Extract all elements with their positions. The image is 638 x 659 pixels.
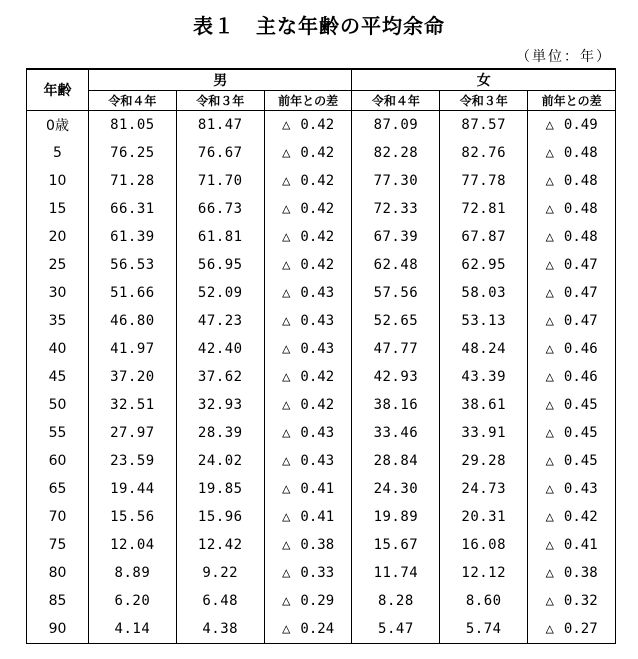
age-cell: 45 bbox=[27, 363, 89, 391]
diff-value: 0.38 bbox=[300, 537, 335, 553]
decrease-triangle-symbol: △ bbox=[545, 257, 554, 273]
female-diff-cell bbox=[528, 391, 616, 419]
table-row bbox=[27, 615, 616, 644]
diff-value: 0.48 bbox=[563, 145, 598, 161]
age-cell: 30 bbox=[27, 279, 89, 307]
male-diff-cell bbox=[264, 531, 352, 559]
female-r4-cell: 5.47 bbox=[352, 615, 440, 644]
male-r3-cell: 9.22 bbox=[176, 559, 264, 587]
male-r4-header: 令和４年 bbox=[89, 91, 177, 111]
male-r3-cell: 66.73 bbox=[176, 195, 264, 223]
male-r3-cell: 47.23 bbox=[176, 307, 264, 335]
female-diff-cell bbox=[528, 503, 616, 531]
male-r3-cell: 52.09 bbox=[176, 279, 264, 307]
diff-value: 0.46 bbox=[563, 369, 598, 385]
table-row bbox=[27, 363, 616, 391]
female-group-header: 女 bbox=[352, 69, 616, 91]
decrease-triangle-symbol: △ bbox=[281, 481, 291, 497]
male-r4-cell: 23.59 bbox=[89, 447, 177, 475]
decrease-triangle-symbol: △ bbox=[281, 537, 291, 553]
diff-value: 0.41 bbox=[563, 537, 598, 553]
decrease-triangle-symbol: △ bbox=[545, 481, 554, 497]
decrease-triangle-symbol: △ bbox=[545, 509, 554, 525]
decrease-triangle-symbol: △ bbox=[545, 537, 554, 553]
female-diff-cell bbox=[528, 251, 616, 279]
age-cell: 15 bbox=[27, 195, 89, 223]
decrease-triangle-symbol: △ bbox=[545, 313, 554, 329]
male-diff-cell bbox=[264, 307, 352, 335]
female-r3-cell: 29.28 bbox=[440, 447, 528, 475]
decrease-triangle-symbol: △ bbox=[281, 117, 291, 133]
female-diff-cell bbox=[528, 363, 616, 391]
diff-value: 0.42 bbox=[300, 257, 335, 273]
female-diff-header: 前年との差 bbox=[528, 91, 616, 111]
female-diff-cell bbox=[528, 139, 616, 167]
diff-value: 0.43 bbox=[300, 285, 335, 301]
male-r3-cell: 4.38 bbox=[176, 615, 264, 644]
male-diff-cell bbox=[264, 111, 352, 140]
age-cell: 50 bbox=[27, 391, 89, 419]
female-diff-cell bbox=[528, 531, 616, 559]
male-r4-cell: 41.97 bbox=[89, 335, 177, 363]
male-r3-cell: 56.95 bbox=[176, 251, 264, 279]
male-r4-cell: 15.56 bbox=[89, 503, 177, 531]
table-row bbox=[27, 419, 616, 447]
male-r3-cell: 12.42 bbox=[176, 531, 264, 559]
female-r4-cell: 67.39 bbox=[352, 223, 440, 251]
female-diff-cell bbox=[528, 587, 616, 615]
male-diff-cell bbox=[264, 447, 352, 475]
table-row bbox=[27, 391, 616, 419]
male-r4-cell: 51.66 bbox=[89, 279, 177, 307]
male-r4-cell: 6.20 bbox=[89, 587, 177, 615]
female-r4-cell: 33.46 bbox=[352, 419, 440, 447]
male-r3-cell: 81.47 bbox=[176, 111, 264, 140]
male-diff-cell bbox=[264, 587, 352, 615]
male-r4-cell: 71.28 bbox=[89, 167, 177, 195]
female-diff-cell bbox=[528, 615, 616, 644]
male-diff-cell bbox=[264, 167, 352, 195]
male-diff-cell bbox=[264, 391, 352, 419]
male-diff-cell bbox=[264, 615, 352, 644]
female-diff-cell bbox=[528, 111, 616, 140]
diff-value: 0.43 bbox=[300, 313, 335, 329]
table-row bbox=[27, 279, 616, 307]
table-row bbox=[27, 531, 616, 559]
male-diff-cell bbox=[264, 335, 352, 363]
age-cell: 65 bbox=[27, 475, 89, 503]
diff-value: 0.42 bbox=[300, 229, 335, 245]
table-row bbox=[27, 335, 616, 363]
decrease-triangle-symbol: △ bbox=[545, 565, 554, 581]
female-r4-cell: 72.33 bbox=[352, 195, 440, 223]
female-r3-cell: 20.31 bbox=[440, 503, 528, 531]
decrease-triangle-symbol: △ bbox=[545, 229, 554, 245]
female-diff-cell bbox=[528, 195, 616, 223]
female-diff-cell bbox=[528, 559, 616, 587]
diff-value: 0.43 bbox=[300, 453, 335, 469]
table-row bbox=[27, 503, 616, 531]
male-r4-cell: 46.80 bbox=[89, 307, 177, 335]
male-r4-cell: 81.05 bbox=[89, 111, 177, 140]
female-r3-cell: 8.60 bbox=[440, 587, 528, 615]
decrease-triangle-symbol: △ bbox=[281, 313, 291, 329]
decrease-triangle-symbol: △ bbox=[281, 229, 291, 245]
female-r4-cell: 62.48 bbox=[352, 251, 440, 279]
male-diff-cell bbox=[264, 419, 352, 447]
female-r4-cell: 19.89 bbox=[352, 503, 440, 531]
decrease-triangle-symbol: △ bbox=[545, 621, 554, 637]
diff-value: 0.42 bbox=[300, 201, 335, 217]
decrease-triangle-symbol: △ bbox=[281, 369, 291, 385]
male-r3-header: 令和３年 bbox=[176, 91, 264, 111]
diff-value: 0.45 bbox=[563, 453, 598, 469]
male-r4-cell: 4.14 bbox=[89, 615, 177, 644]
decrease-triangle-symbol: △ bbox=[545, 593, 554, 609]
diff-value: 0.24 bbox=[300, 621, 335, 637]
female-r4-cell: 77.30 bbox=[352, 167, 440, 195]
female-r4-cell: 52.65 bbox=[352, 307, 440, 335]
male-r4-cell: 27.97 bbox=[89, 419, 177, 447]
female-r3-cell: 53.13 bbox=[440, 307, 528, 335]
decrease-triangle-symbol: △ bbox=[281, 593, 291, 609]
female-r3-cell: 38.61 bbox=[440, 391, 528, 419]
female-diff-cell bbox=[528, 279, 616, 307]
table-row bbox=[27, 587, 616, 615]
diff-value: 0.47 bbox=[563, 257, 598, 273]
male-diff-cell bbox=[264, 139, 352, 167]
female-r4-cell: 38.16 bbox=[352, 391, 440, 419]
female-r4-cell: 87.09 bbox=[352, 111, 440, 140]
male-r4-cell: 8.89 bbox=[89, 559, 177, 587]
female-r4-cell: 8.28 bbox=[352, 587, 440, 615]
female-diff-cell bbox=[528, 223, 616, 251]
diff-value: 0.43 bbox=[300, 341, 335, 357]
age-cell: 20 bbox=[27, 223, 89, 251]
female-r3-cell: 33.91 bbox=[440, 419, 528, 447]
diff-value: 0.43 bbox=[563, 481, 598, 497]
female-diff-cell bbox=[528, 419, 616, 447]
diff-value: 0.42 bbox=[300, 397, 335, 413]
decrease-triangle-symbol: △ bbox=[281, 145, 291, 161]
male-r3-cell: 71.70 bbox=[176, 167, 264, 195]
age-cell: 55 bbox=[27, 419, 89, 447]
table-row bbox=[27, 111, 616, 140]
male-diff-cell bbox=[264, 279, 352, 307]
male-group-header: 男 bbox=[89, 69, 352, 91]
female-r3-cell: 67.87 bbox=[440, 223, 528, 251]
female-r3-cell: 87.57 bbox=[440, 111, 528, 140]
diff-value: 0.45 bbox=[563, 425, 598, 441]
female-r3-header: 令和３年 bbox=[440, 91, 528, 111]
male-diff-cell bbox=[264, 363, 352, 391]
decrease-triangle-symbol: △ bbox=[281, 453, 291, 469]
male-r3-cell: 42.40 bbox=[176, 335, 264, 363]
diff-value: 0.42 bbox=[300, 117, 335, 133]
female-r3-cell: 77.78 bbox=[440, 167, 528, 195]
diff-value: 0.32 bbox=[563, 593, 598, 609]
decrease-triangle-symbol: △ bbox=[281, 173, 291, 189]
decrease-triangle-symbol: △ bbox=[281, 285, 291, 301]
female-r4-cell: 15.67 bbox=[352, 531, 440, 559]
age-cell: 70 bbox=[27, 503, 89, 531]
table-row bbox=[27, 139, 616, 167]
table-row bbox=[27, 251, 616, 279]
diff-value: 0.38 bbox=[563, 565, 598, 581]
female-r3-cell: 58.03 bbox=[440, 279, 528, 307]
male-r4-cell: 37.20 bbox=[89, 363, 177, 391]
table-row bbox=[27, 195, 616, 223]
diff-value: 0.42 bbox=[300, 145, 335, 161]
female-diff-cell bbox=[528, 447, 616, 475]
age-cell: 35 bbox=[27, 307, 89, 335]
female-r4-cell: 42.93 bbox=[352, 363, 440, 391]
male-r3-cell: 15.96 bbox=[176, 503, 264, 531]
male-r3-cell: 24.02 bbox=[176, 447, 264, 475]
diff-value: 0.45 bbox=[563, 397, 598, 413]
table-row bbox=[27, 223, 616, 251]
diff-value: 0.47 bbox=[563, 285, 598, 301]
male-r4-cell: 61.39 bbox=[89, 223, 177, 251]
age-cell: 80 bbox=[27, 559, 89, 587]
female-r4-cell: 82.28 bbox=[352, 139, 440, 167]
table-body bbox=[27, 111, 616, 644]
male-r4-cell: 66.31 bbox=[89, 195, 177, 223]
diff-value: 0.42 bbox=[300, 369, 335, 385]
male-r3-cell: 32.93 bbox=[176, 391, 264, 419]
decrease-triangle-symbol: △ bbox=[281, 425, 291, 441]
decrease-triangle-symbol: △ bbox=[545, 285, 554, 301]
female-r3-cell: 82.76 bbox=[440, 139, 528, 167]
decrease-triangle-symbol: △ bbox=[545, 117, 554, 133]
decrease-triangle-symbol: △ bbox=[545, 341, 554, 357]
female-r4-cell: 24.30 bbox=[352, 475, 440, 503]
female-r3-cell: 5.74 bbox=[440, 615, 528, 644]
female-r4-cell: 28.84 bbox=[352, 447, 440, 475]
decrease-triangle-symbol: △ bbox=[545, 369, 554, 385]
male-diff-cell bbox=[264, 559, 352, 587]
decrease-triangle-symbol: △ bbox=[545, 145, 554, 161]
decrease-triangle-symbol: △ bbox=[281, 201, 291, 217]
life-expectancy-table bbox=[26, 68, 616, 644]
table-row bbox=[27, 559, 616, 587]
unit-label: （単位：年） bbox=[516, 49, 612, 65]
male-r3-cell: 76.67 bbox=[176, 139, 264, 167]
female-r3-cell: 62.95 bbox=[440, 251, 528, 279]
age-cell: 60 bbox=[27, 447, 89, 475]
diff-value: 0.41 bbox=[300, 481, 335, 497]
female-diff-cell bbox=[528, 475, 616, 503]
age-cell: 0歳 bbox=[27, 111, 89, 140]
female-diff-cell bbox=[528, 307, 616, 335]
age-cell: 40 bbox=[27, 335, 89, 363]
male-r3-cell: 61.81 bbox=[176, 223, 264, 251]
male-r4-cell: 32.51 bbox=[89, 391, 177, 419]
age-cell: 5 bbox=[27, 139, 89, 167]
female-diff-cell bbox=[528, 335, 616, 363]
table-row bbox=[27, 167, 616, 195]
decrease-triangle-symbol: △ bbox=[281, 397, 291, 413]
diff-value: 0.48 bbox=[563, 201, 598, 217]
decrease-triangle-symbol: △ bbox=[545, 173, 554, 189]
diff-value: 0.29 bbox=[300, 593, 335, 609]
female-r4-header: 令和４年 bbox=[352, 91, 440, 111]
age-cell: 85 bbox=[27, 587, 89, 615]
age-cell: 10 bbox=[27, 167, 89, 195]
male-r3-cell: 28.39 bbox=[176, 419, 264, 447]
decrease-triangle-symbol: △ bbox=[545, 453, 554, 469]
decrease-triangle-symbol: △ bbox=[545, 425, 554, 441]
age-column-header: 年齢 bbox=[27, 69, 89, 111]
age-cell: 90 bbox=[27, 615, 89, 644]
diff-value: 0.49 bbox=[563, 117, 598, 133]
decrease-triangle-symbol: △ bbox=[281, 341, 291, 357]
table-row bbox=[27, 307, 616, 335]
male-r4-cell: 12.04 bbox=[89, 531, 177, 559]
female-r3-cell: 72.81 bbox=[440, 195, 528, 223]
diff-value: 0.33 bbox=[300, 565, 335, 581]
male-r3-cell: 19.85 bbox=[176, 475, 264, 503]
diff-value: 0.48 bbox=[563, 173, 598, 189]
table-row bbox=[27, 447, 616, 475]
male-diff-header: 前年との差 bbox=[264, 91, 352, 111]
diff-value: 0.42 bbox=[300, 173, 335, 189]
female-diff-cell bbox=[528, 167, 616, 195]
diff-value: 0.42 bbox=[563, 509, 598, 525]
diff-value: 0.46 bbox=[563, 341, 598, 357]
male-r4-cell: 19.44 bbox=[89, 475, 177, 503]
table-title: 表１ 主な年齢の平均余命 bbox=[193, 14, 445, 38]
female-r3-cell: 48.24 bbox=[440, 335, 528, 363]
male-r4-cell: 76.25 bbox=[89, 139, 177, 167]
decrease-triangle-symbol: △ bbox=[545, 201, 554, 217]
decrease-triangle-symbol: △ bbox=[281, 621, 291, 637]
age-cell: 25 bbox=[27, 251, 89, 279]
male-diff-cell bbox=[264, 503, 352, 531]
female-r4-cell: 57.56 bbox=[352, 279, 440, 307]
male-diff-cell bbox=[264, 223, 352, 251]
male-r4-cell: 56.53 bbox=[89, 251, 177, 279]
decrease-triangle-symbol: △ bbox=[281, 565, 291, 581]
diff-value: 0.27 bbox=[563, 621, 598, 637]
female-r4-cell: 47.77 bbox=[352, 335, 440, 363]
age-cell: 75 bbox=[27, 531, 89, 559]
diff-value: 0.41 bbox=[300, 509, 335, 525]
male-r3-cell: 37.62 bbox=[176, 363, 264, 391]
female-r3-cell: 12.12 bbox=[440, 559, 528, 587]
diff-value: 0.47 bbox=[563, 313, 598, 329]
female-r3-cell: 16.08 bbox=[440, 531, 528, 559]
decrease-triangle-symbol: △ bbox=[545, 397, 554, 413]
diff-value: 0.43 bbox=[300, 425, 335, 441]
female-r3-cell: 43.39 bbox=[440, 363, 528, 391]
male-diff-cell bbox=[264, 195, 352, 223]
decrease-triangle-symbol: △ bbox=[281, 257, 291, 273]
female-r4-cell: 11.74 bbox=[352, 559, 440, 587]
male-diff-cell bbox=[264, 251, 352, 279]
male-r3-cell: 6.48 bbox=[176, 587, 264, 615]
male-diff-cell bbox=[264, 475, 352, 503]
female-r3-cell: 24.73 bbox=[440, 475, 528, 503]
table-row bbox=[27, 475, 616, 503]
decrease-triangle-symbol: △ bbox=[281, 509, 291, 525]
diff-value: 0.48 bbox=[563, 229, 598, 245]
